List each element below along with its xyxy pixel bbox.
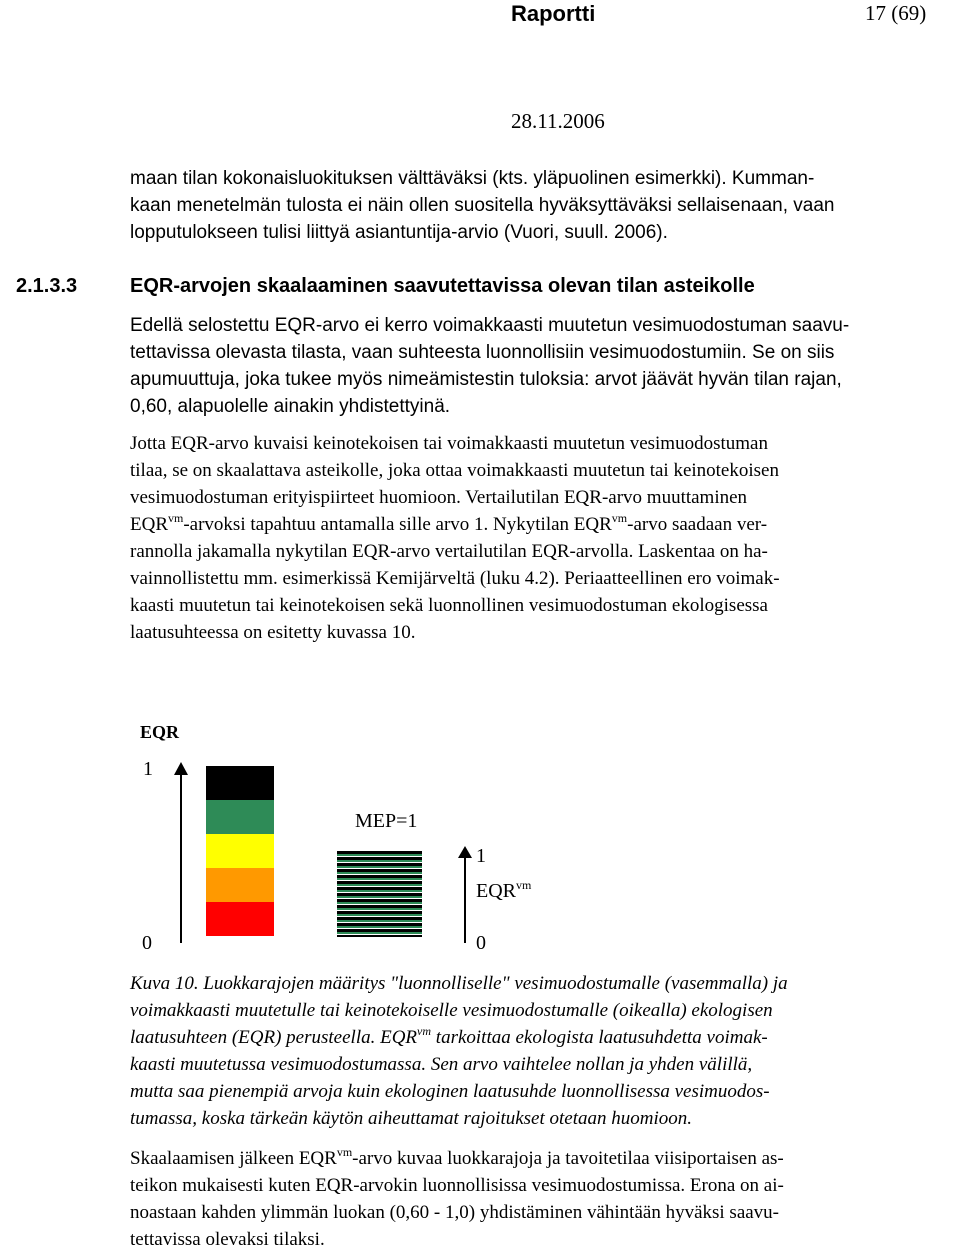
superscript-vm: vm — [336, 1145, 353, 1159]
section-title: EQR-arvojen skaalaaminen saavutettavissa olevan tilan asteikolle — [130, 275, 755, 297]
text-eqr: EQR — [130, 514, 168, 535]
figure-right-top-value: 1 — [476, 845, 486, 867]
paragraph-line: tettavissa olevasta tilasta, vaan suhteesta luonnollisiin vesimuodostumiin. Se on siis — [130, 342, 835, 363]
superscript-vm: vm — [417, 1024, 432, 1038]
class-bar-good — [206, 800, 274, 834]
paragraph-line: tilaa, se on skaalattava asteikolle, joka ottaa voimakkaasti muutetun tai keinotekoisen — [130, 460, 779, 481]
mep-label: MEP=1 — [355, 810, 418, 832]
figure-right-bottom-value: 0 — [476, 932, 486, 954]
class-bar-poor — [206, 868, 274, 902]
figure-left-label: EQR — [140, 722, 180, 742]
paragraph-line: tettavissa olevaksi tilaksi. — [130, 1229, 325, 1250]
paragraph-line: vesimuodostuman erityispiirteet huomioon. Vertailutilan EQR-arvo muuttaminen — [130, 487, 748, 508]
text-span: laatusuhteen (EQR) perusteella. — [130, 1027, 376, 1048]
caption-line: voimakkaasti muutetulle tai keinotekoiselle vesimuodostumalle (oikealla) ekologisen — [130, 1000, 773, 1021]
class-bar-high — [206, 766, 274, 800]
text-eqr: EQR — [380, 1027, 418, 1048]
paragraph-line: Jotta EQR-arvo kuvaisi keinotekoisen tai voimakkaasti muutetun vesimuodostuman — [130, 433, 768, 454]
text-span: -arvo kuvaa luokkarajoja ja tavoitetilaa viisiportaisen as- — [352, 1148, 784, 1169]
intro-line: lopputulokseen tulisi liittyä asiantuntija-arvio (Vuori, suull. 2006). — [130, 222, 668, 243]
paragraph-line: vainnollistettu mm. esimerkissä Kemijärveltä (luku 4.2). Periaatteellinen ero voimak- — [130, 568, 780, 589]
caption-line: tumassa, koska tärkeän käytön aiheuttamat rajoitukset otetaan huomioon. — [130, 1108, 693, 1129]
intro-line: kaan menetelmän tulosta ei näin ollen suositella hyväksyttäväksi sellaisenaan, vaan — [130, 195, 835, 216]
paragraph-line: apumuuttuja, joka tukee myös nimeämistestin tuloksia: arvot jäävät hyvän tilan rajan, — [130, 369, 842, 390]
paragraph-line: teikon mukaisesti kuten EQR-arvokin luonnollisissa vesimuodostumissa. Erona on ai- — [130, 1175, 784, 1196]
class-bar-bad — [206, 902, 274, 936]
paragraph-line — [130, 1145, 784, 1170]
paragraph-line: Edellä selostettu EQR-arvo ei kerro voimakkaasti muutetun vesimuodostuman saavu- — [130, 315, 850, 336]
section-number: 2.1.3.3 — [16, 275, 78, 297]
report-title: Raportti — [511, 1, 596, 26]
left-axis-arrow — [174, 762, 188, 775]
figure-left-bottom-value: 0 — [142, 932, 152, 954]
paragraph-line: 0,60, alapuolelle ainakin yhdistettyinä. — [130, 396, 451, 417]
paragraph-line: noastaan kahden ylimmän luokan (0,60 - 1,0) yhdistäminen vähintään hyväksi saavu- — [130, 1202, 780, 1223]
caption-line — [130, 1024, 768, 1049]
intro-line: maan tilan kokonaisluokituksen välttäväksi (kts. yläpuolinen esimerkki). Kumman- — [130, 168, 815, 189]
mep-striped-bar — [337, 851, 422, 937]
class-bar-moderate — [206, 834, 274, 868]
superscript-vm: vm — [611, 511, 628, 525]
text-span: Skaalaamisen jälkeen EQR — [130, 1148, 337, 1169]
text-span: -arvo saadaan ver- — [627, 514, 768, 535]
right-axis-arrow — [458, 846, 472, 858]
superscript-vm: vm — [168, 511, 184, 525]
caption-line: kaasti muutetussa vesimuodostumassa. Sen arvo vaihtelee nollan ja yhden välillä, — [130, 1054, 753, 1075]
paragraph-line: laatusuhteessa on esitetty kuvassa 10. — [130, 622, 416, 643]
figure-right-label — [476, 880, 531, 903]
report-date: 28.11.2006 — [511, 109, 605, 133]
text-span: tarkoittaa ekologista laatusuhdetta voimak- — [431, 1027, 768, 1048]
superscript-vm: vm — [516, 878, 532, 892]
figure-left-top-value: 1 — [143, 758, 153, 780]
text-span: -arvoksi tapahtuu antamalla sille arvo 1. Nykytilan EQR — [183, 514, 612, 535]
caption-line: Kuva 10. Luokkarajojen määritys "luonnolliselle" vesimuodostumalle (vasemmalla) ja — [130, 973, 788, 994]
page-number: 17 (69) — [865, 1, 927, 25]
paragraph-line: rannolla jakamalla nykytilan EQR-arvo vertailutilan EQR-arvolla. Laskentaa on ha- — [130, 541, 768, 562]
paragraph-line: kaasti muutetun tai keinotekoisen sekä luonnollinen vesimuodostuman ekologisessa — [130, 595, 768, 616]
text-eqr: EQR — [476, 880, 516, 902]
caption-line: mutta saa pienempiä arvoja kuin ekologinen laatusuhde luonnollisessa vesimuodos- — [130, 1081, 770, 1102]
